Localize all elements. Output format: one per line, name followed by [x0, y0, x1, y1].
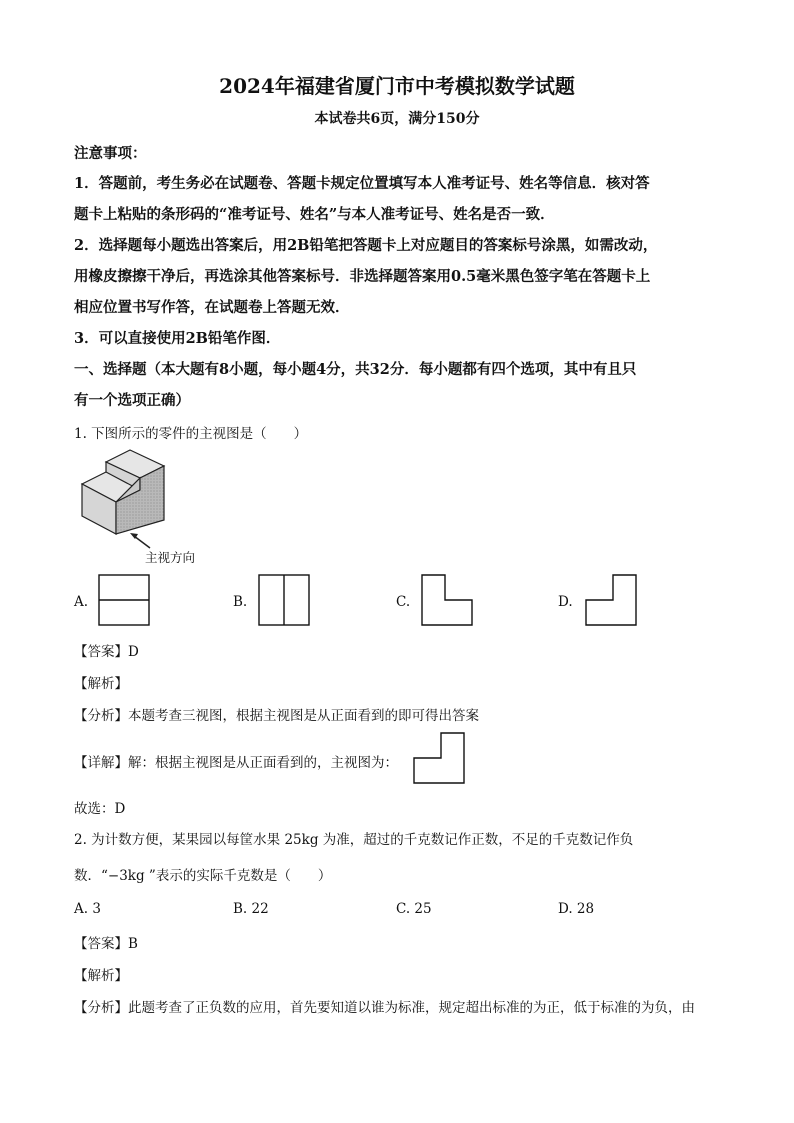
page-title: 2024年福建省厦门市中考模拟数学试题	[219, 74, 575, 98]
question-2-stem-cont: 数．“−3kg ”表示的实际千克数是（ ）	[74, 868, 332, 884]
option-a-figure	[98, 574, 150, 626]
page-subtitle: 本试卷共6页，满分150分	[314, 111, 480, 127]
notice-line: 2．选择题每小题选出答案后，用2B铅笔把答题卡上对应题目的答案标号涂黑，如需改动，	[74, 237, 658, 254]
q1-choose: 故选：D	[74, 801, 126, 817]
section-heading: 一、选择题（本大题有8小题，每小题4分，共32分．每小题都有四个选项，其中有且只	[74, 361, 637, 378]
detail-figure	[413, 732, 465, 784]
section-heading-cont: 有一个选项正确）	[74, 392, 190, 409]
q2-option-a: A. 3	[74, 901, 101, 917]
q2-answer: 【答案】B	[74, 936, 138, 952]
notice-line: 1．答题前，考生务必在试题卷、答题卡规定位置填写本人准考证号、姓名等信息．核对答	[74, 175, 650, 192]
option-d-label: D.	[558, 594, 573, 610]
notice-heading: 注意事项：	[74, 145, 147, 162]
option-a-label: A.	[74, 594, 89, 610]
option-b-figure	[258, 574, 310, 626]
option-c-label: C.	[396, 594, 411, 610]
q1-fenxi: 【分析】本题考查三视图，根据主视图是从正面看到的即可得出答案	[74, 708, 479, 724]
q1-answer: 【答案】D	[74, 644, 139, 660]
question-1-stem: 1. 下图所示的零件的主视图是（ ）	[74, 426, 308, 442]
q2-fenxi: 【分析】此题考查了正负数的应用，首先要知道以谁为标准，规定超出标准的为正，低于标准的为负，由	[74, 1000, 695, 1016]
option-b-label: B.	[233, 594, 248, 610]
q1-detail: 【详解】解：根据主视图是从正面看到的，主视图为：	[74, 755, 398, 771]
option-c-figure	[421, 574, 473, 626]
q2-option-b: B. 22	[233, 901, 269, 917]
q2-option-d: D. 28	[558, 901, 595, 917]
option-d-figure	[585, 574, 637, 626]
q2-analysis: 【解析】	[74, 968, 128, 984]
figure-label: 主视方向	[145, 550, 196, 565]
notice-line: 3．可以直接使用2B铅笔作图．	[74, 330, 281, 347]
notice-line: 题卡上粘贴的条形码的“准考证号、姓名”与本人准考证号、姓名是否一致．	[74, 206, 555, 223]
notice-line: 用橡皮擦擦干净后，再选涂其他答案标号．非选择题答案用0.5毫米黑色签字笔在答题卡上	[74, 268, 651, 285]
q1-analysis: 【解析】	[74, 676, 128, 692]
question-2-stem: 2. 为计数方便，某果园以每筐水果 25kg 为准，超过的千克数记作正数，不足的千克数记作负	[74, 832, 634, 848]
notice-line: 相应位置书写作答，在试题卷上答题无效．	[74, 299, 350, 316]
q2-option-c: C. 25	[396, 901, 432, 917]
